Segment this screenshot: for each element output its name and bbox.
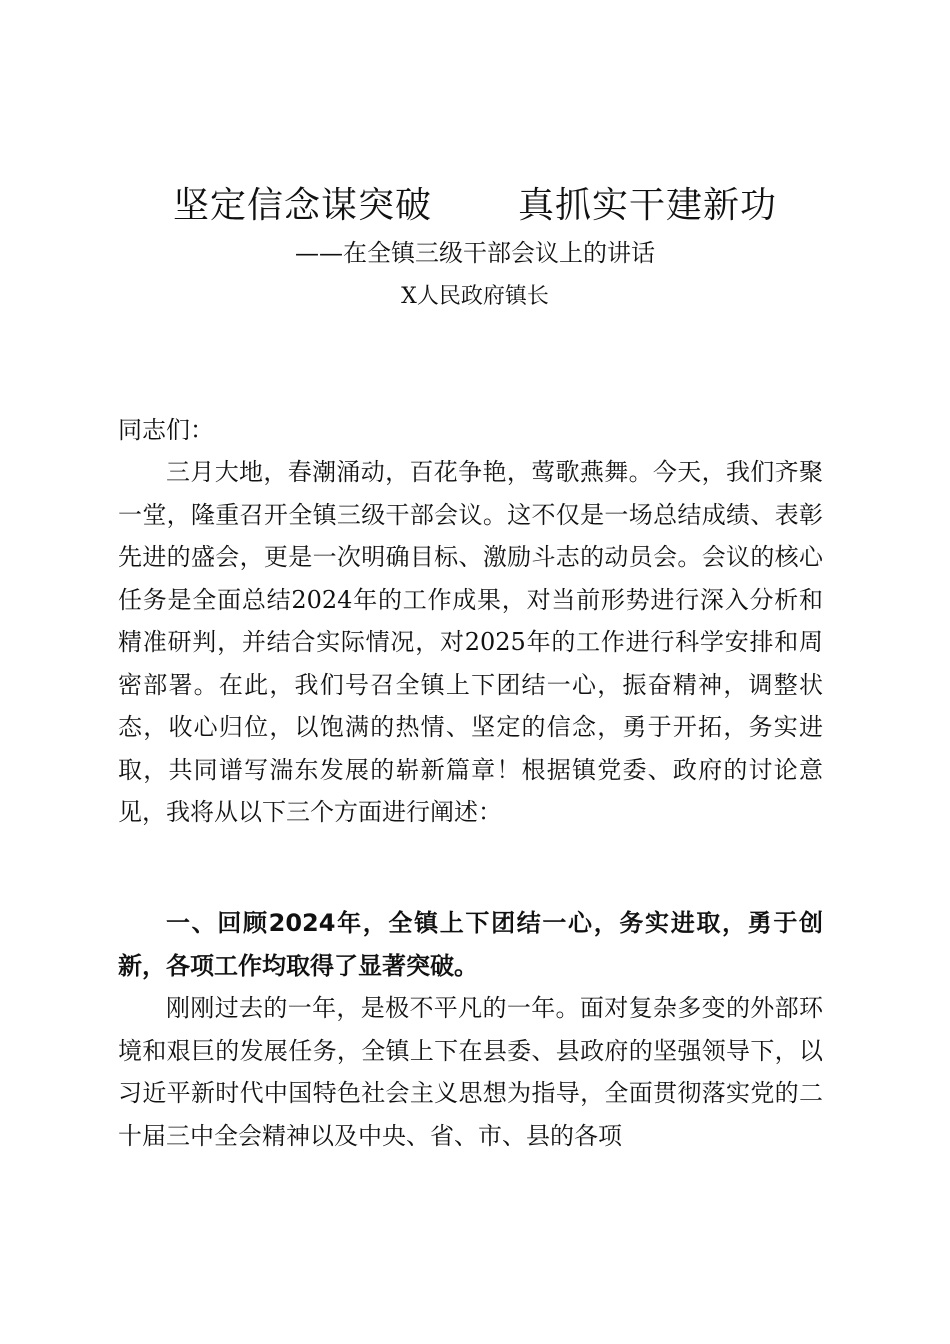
paragraph-review: 刚刚过去的一年，是极不平凡的一年。面对复杂多变的外部环境和艰巨的发展任务，全镇上下在县委、县政府的坚强领导下，以习近平新时代中国特色社会主义思想为指导，全面贯彻落实党的二十届三中全会精神以及中央、省、市、县的各项	[118, 994, 823, 1150]
paragraph-intro: 三月大地，春潮涌动，百花争艳，莺歌燕舞。今天，我们齐聚一堂，隆重召开全镇三级干部会议。这不仅是一场总结成绩、表彰先进的盛会，更是一次明确目标、激励斗志的动员会。会议的核心任务是全面总结2024年的工作成果，对当前形势进行深入分析和精准研判，并结合实际情况，对2025年的工作进行科学安排和周密部署。在此，我们号召全镇上下团结一心，振奋精神，调整状态，收心归位，以饱满的热情、坚定的信念，勇于开拓，务实进取，共同谱写湍东发展的崭新篇章！根据镇党委、政府的讨论意见，我将从以下三个方面进行阐述：	[118, 458, 823, 826]
title-part-1: 坚定信念谋突破	[172, 185, 432, 226]
document-author: X人民政府镇长	[401, 284, 549, 309]
section-heading-1: 一、回顾2024年，全镇上下团结一心，务实进取，勇于创新，各项工作均取得了显著突破。	[118, 909, 823, 980]
document-subtitle: ——在全镇三级干部会议上的讲话	[295, 239, 655, 267]
salutation: 同志们：	[118, 416, 214, 444]
document-title	[0, 182, 950, 230]
title-part-2: 真抓实干建新功	[518, 185, 778, 226]
